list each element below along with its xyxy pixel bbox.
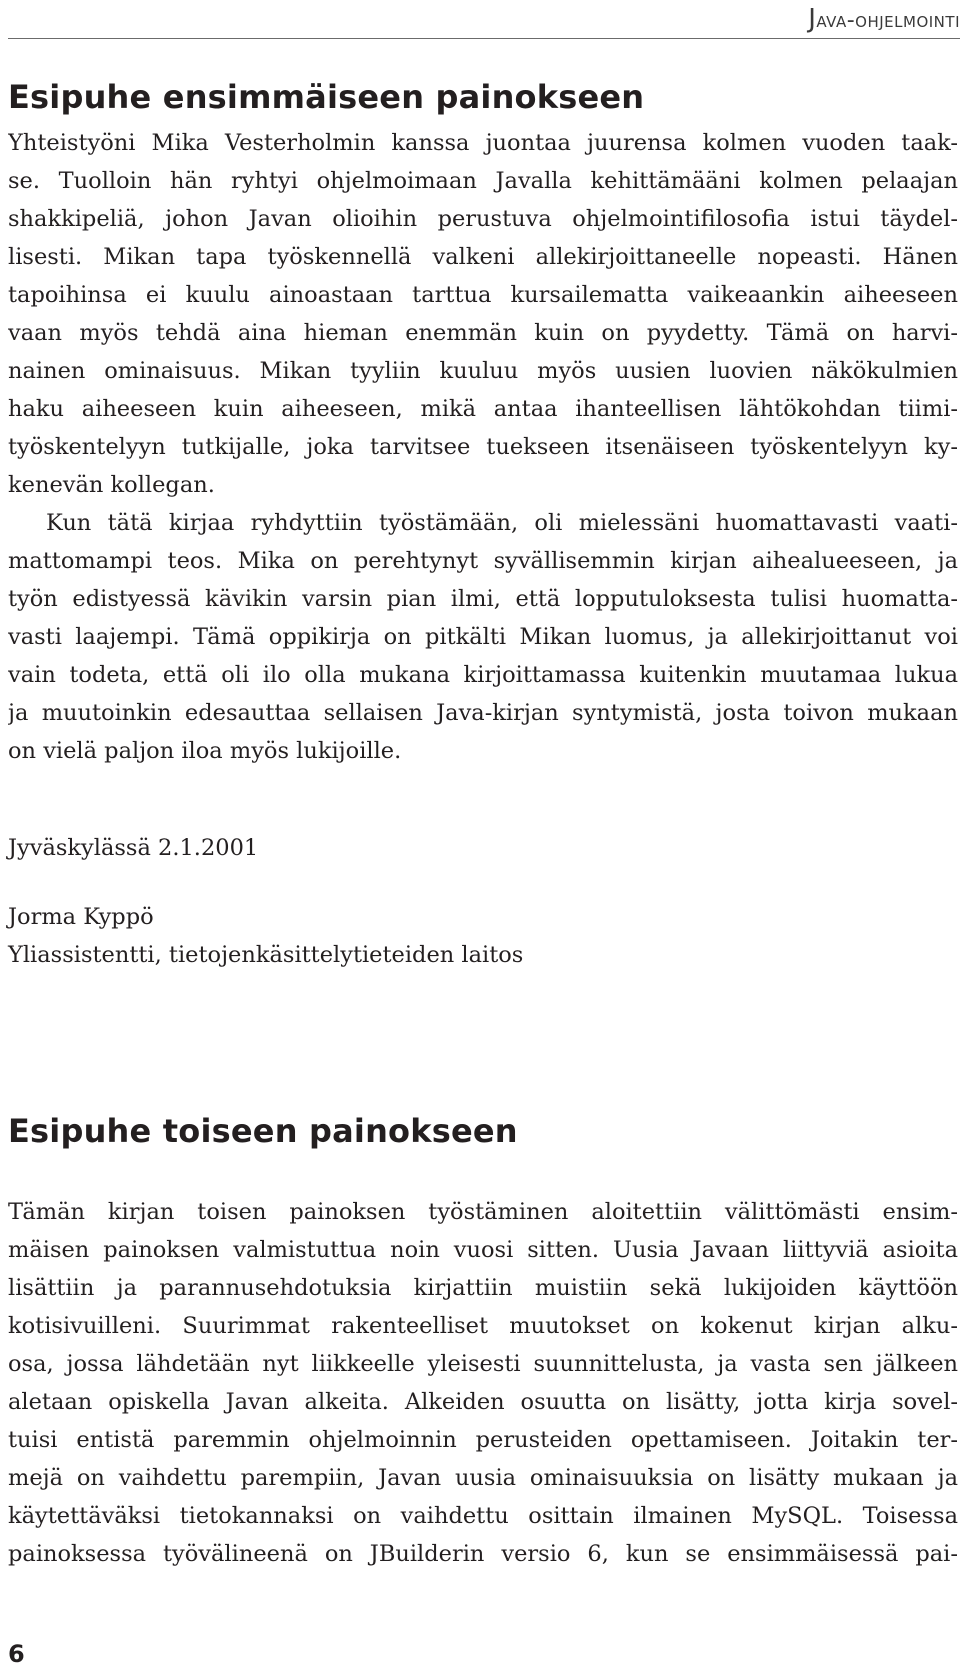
- body-line: kenevän kollegan.: [8, 472, 215, 498]
- body-line: lisesti. Mikan tapa työskennellä valkeni allekirjoittaneelle nopeasti. Hänen: [8, 244, 958, 270]
- running-header: [8, 0, 960, 39]
- running-header-title-rest: ava-ohjelmointi: [816, 8, 960, 33]
- body-line: kotisivuilleni. Suurimmat rakenteelliset muutokset on kokenut kirjan alku-: [8, 1313, 958, 1339]
- body-line: aletaan opiskella Javan alkeita. Alkeiden osuutta on lisätty, jotta kirja sovel-: [8, 1389, 958, 1415]
- body-line: työn edistyessä kävikin varsin pian ilmi, että lopputuloksesta tulisi huomatta-: [8, 586, 958, 612]
- author-title: Yliassistentti, tietojenkäsittelytieteiden laitos: [8, 942, 524, 968]
- body-line: Kun tätä kirjaa ryhdyttiin työstämään, oli mielessäni huomattavasti vaati-: [46, 510, 958, 536]
- body-line: Tämän kirjan toisen painoksen työstäminen aloitettiin välittömästi ensim-: [8, 1199, 958, 1225]
- body-line: käytettäväksi tietokannaksi on vaihdettu osittain ilmainen MySQL. Toisessa: [8, 1503, 958, 1529]
- body-line: mattomampi teos. Mika on perehtynyt syvällisemmin kirjan aihealueeseen, ja: [8, 548, 958, 574]
- place-and-date: Jyväskylässä 2.1.2001: [8, 835, 259, 861]
- body-line: työskentelyyn tutkijalle, joka tarvitsee tuekseen itsenäiseen työskentelyyn ky-: [8, 434, 958, 460]
- body-line: shakkipeliä, johon Javan olioihin perustuva ohjelmointifilosofia istui täydel-: [8, 206, 958, 232]
- body-line: se. Tuolloin hän ryhtyi ohjelmoimaan Javalla kehittämääni kolmen pelaajan: [8, 168, 958, 194]
- page-number: 6: [8, 1640, 25, 1668]
- body-line: nainen ominaisuus. Mikan tyyliin kuuluu myös uusien luovien näkökulmien: [8, 358, 958, 384]
- body-line: mejä on vaihdettu parempiin, Javan uusia ominaisuuksia on lisätty mukaan ja: [8, 1465, 958, 1491]
- section-heading-first-edition: Esipuhe ensimmäiseen painokseen: [8, 78, 645, 116]
- body-line: lisättiin ja parannusehdotuksia kirjattiin muistiin sekä lukijoiden käyttöön: [8, 1275, 958, 1301]
- body-line: vain todeta, että oli ilo olla mukana kirjoittamassa kuitenkin muutamaa lukua: [8, 662, 958, 688]
- body-line: ja muutoinkin edesauttaa sellaisen Java-kirjan syntymistä, josta toivon mukaan: [8, 700, 958, 726]
- section-heading-second-edition: Esipuhe toiseen painokseen: [8, 1112, 518, 1150]
- body-line: vaan myös tehdä aina hieman enemmän kuin on pyydetty. Tämä on harvi-: [8, 320, 958, 346]
- body-line: osa, jossa lähdetään nyt liikkeelle yleisesti suunnittelusta, ja vasta sen jälkeen: [8, 1351, 958, 1377]
- running-header-title-initial: J: [808, 4, 817, 34]
- body-line: on vielä paljon iloa myös lukijoille.: [8, 738, 402, 764]
- body-line: painoksessa työvälineenä on JBuilderin versio 6, kun se ensimmäisessä pai-: [8, 1541, 958, 1567]
- body-line: Yhteistyöni Mika Vesterholmin kanssa juontaa juurensa kolmen vuoden taak-: [8, 130, 958, 156]
- running-header-title: [808, 4, 960, 34]
- second-edition-body: [8, 1193, 958, 1573]
- body-line: tapoihinsa ei kuulu ainoastaan tarttua kursailematta vaikeaankin aiheeseen: [8, 282, 958, 308]
- body-line: tuisi entistä paremmin ohjelmoinnin perusteiden opettamiseen. Joitakin ter-: [8, 1427, 958, 1453]
- author-name: Jorma Kyppö: [8, 904, 154, 930]
- body-line: vasti laajempi. Tämä oppikirja on pitkälti Mikan luomus, ja allekirjoittanut voi: [8, 624, 958, 650]
- body-line: mäisen painoksen valmistuttua noin vuosi sitten. Uusia Javaan liittyviä asioita: [8, 1237, 958, 1263]
- body-line: haku aiheeseen kuin aiheeseen, mikä antaa ihanteellisen lähtökohdan tiimi-: [8, 396, 958, 422]
- first-edition-body: [8, 124, 958, 770]
